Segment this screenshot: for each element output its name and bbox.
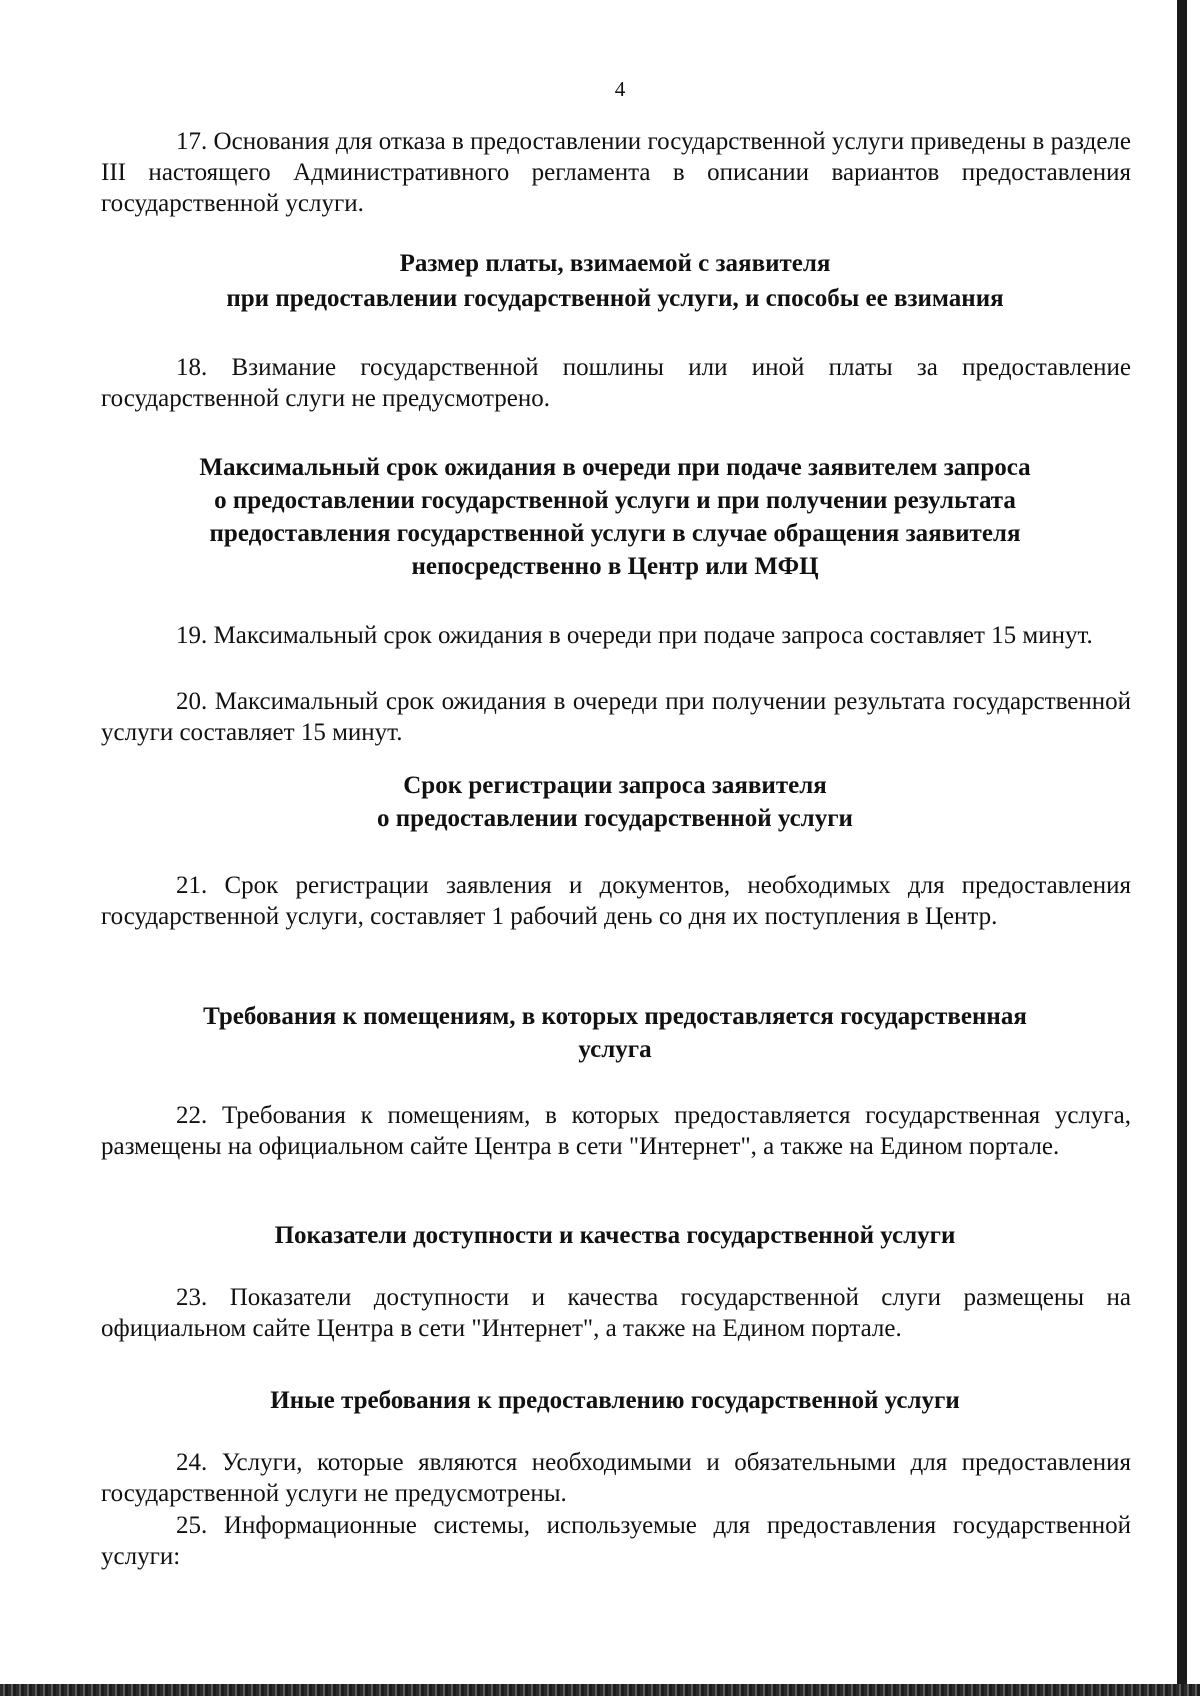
paragraph-22: 22. Требования к помещениям, в которых предоставляется государственная услуга, размещены на официальном сайте Центра в сети "Интернет", а также на Едином портале. — [101, 1102, 1131, 1160]
paragraph-17: 17. Основания для отказа в предоставлении государственной услуги приведены в разделе III настоящего Административного регламента в описании вариантов предоставления государственной услуги. — [101, 128, 1131, 217]
heading-queue-line-4: непосредственно в Центр или МФЦ — [411, 553, 819, 580]
paragraph-23: 23. Показатели доступности и качества государственной слуги размещены на официальном сайте Центра в сети "Интернет", а также на Едином портале. — [101, 1284, 1131, 1342]
heading-queue-line-1: Максимальный срок ожидания в очереди при подаче заявителем запроса — [199, 454, 1031, 481]
paragraph-24: 24. Услуги, которые являются необходимыми и обязательными для предоставления государственной услуги не предусмотрены. — [101, 1449, 1131, 1507]
page-number: 4 — [614, 77, 626, 101]
heading-queue-line-3: предоставления государственной услуги в случае обращения заявителя — [209, 520, 1021, 547]
heading-premises-line-1: Требования к помещениям, в которых предоставляется государственная — [203, 1003, 1027, 1030]
heading-registration-line-2: о предоставлении государственной услуги — [377, 805, 853, 832]
heading-queue-line-2: о предоставлении государственной услуги и при получении результата — [214, 487, 1016, 514]
scan-right-border — [1177, 0, 1187, 1696]
heading-other-requirements: Иные требования к предоставлению государственной услуги — [270, 1387, 960, 1414]
heading-registration-line-1: Срок регистрации запроса заявителя — [403, 772, 827, 799]
paragraph-19: 19. Максимальный срок ожидания в очереди при подаче запроса составляет 15 минут. — [176, 622, 1093, 649]
paragraph-18: 18. Взимание государственной пошлины или иной платы за предоставление государственной слуги не предусмотрено. — [101, 354, 1131, 412]
paragraph-25: 25. Информационные системы, используемые для предоставления государственной услуги: — [101, 1512, 1131, 1570]
heading-quality: Показатели доступности и качества государственной услуги — [274, 1222, 956, 1249]
heading-fee-line-2: при предоставлении государственной услуги, и способы ее взимания — [226, 285, 1004, 312]
paragraph-20: 20. Максимальный срок ожидания в очереди при получении результата государственной услуги составляет 15 минут. — [101, 688, 1131, 746]
paragraph-21: 21. Срок регистрации заявления и документов, необходимых для предоставления государственной услуги, составляет 1 рабочий день со дня их поступления в Центр. — [101, 872, 1131, 930]
scan-bottom-border — [0, 1684, 1200, 1696]
heading-premises-line-2: услуга — [578, 1036, 652, 1063]
heading-fee-line-1: Размер платы, взимаемой с заявителя — [399, 250, 831, 277]
